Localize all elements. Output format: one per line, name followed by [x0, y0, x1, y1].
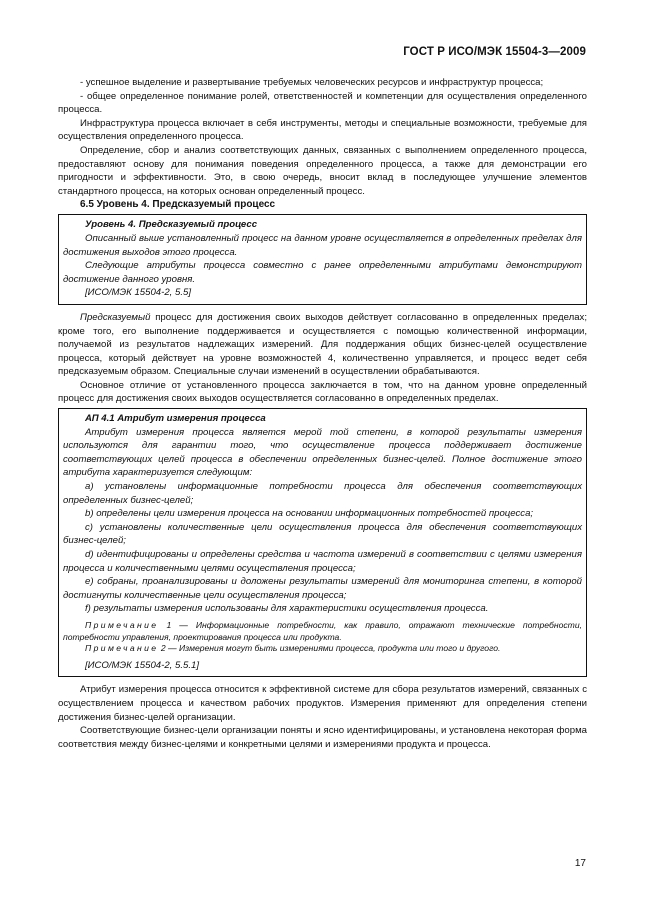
middle-paragraph-2: Основное отличие от установленного процесса заключается в том, что на данном уровне определенный процесс для достижения своих выходов осуществляется согласованно в определенных пределах. — [58, 379, 587, 405]
level-definition-box — [58, 214, 587, 305]
attribute-box — [58, 408, 587, 677]
box1-reference: [ИСО/МЭК 15504-2, 5.5] — [85, 287, 191, 299]
box2-reference: [ИСО/МЭК 15504-2, 5.5.1] — [85, 659, 199, 671]
term-predictable: Предсказуемый — [80, 311, 151, 323]
box1-paragraph-2: Следующие атрибуты процесса совместно с ранее определенными атрибутами демонстрируют достижение данного уровня. — [63, 260, 582, 285]
box2-item-f: f) результаты измерения использованы для характеристики осуществления процесса. — [85, 603, 489, 615]
section-title: 6.5 Уровень 4. Предсказуемый процесс — [80, 199, 276, 211]
box2-intro: Атрибут измерения процесса является мерой той степени, в которой результаты измерения используются для гарантии того, что осуществление процесса поддерживает достижение соответствующих целей процесса в обеспечении определенных бизнес-целей. Полное достижение этого атрибута характеризуется следующим: — [63, 426, 582, 479]
box2-item-d: d) идентифицированы и определены средства и частота измерений в соответствии с целями измерения процесса и количественными целями осуществления процесса; — [63, 549, 582, 574]
note-2-text: 2 — Измерения могут быть измерениями процесса, продукта или того и другого. — [158, 643, 501, 654]
page-number: 17 — [574, 858, 586, 869]
middle-paragraph-1-text: процесс для достижения своих выходов действует согласованно в определенных пределах; кроме того, его выполнение поддерживается и осуществляется с помощью количественной информации, получаемой из результатов надлежащих измерений. Для поддержания общих бизнес-целей осуществление процесса, который действует на уровне возможностей 4, количественно управляется, и процесс ведет себя предсказуемым образом. Специальные случаи изменений в осуществлении обрабатываются. — [58, 311, 587, 378]
intro-paragraph-2: Определение, сбор и анализ соответствующих данных, связанных с выполнением определенного процесса, предоставляют основу для понимания поведения определенного процесса, а также для демонстрации его пригодности и эффективности. Это, в свою очередь, вносит вклад в последующее улучшение элементов стандартного процесса, на которых основан определенный процесс. — [58, 144, 587, 197]
box2-note-2 — [63, 643, 582, 655]
box1-title: Уровень 4. Предсказуемый процесс — [85, 219, 258, 231]
closing-paragraph-2: Соответствующие бизнес-цели организации поняты и ясно идентифицированы, и установлена некоторая форма соответствия между бизнес-целями и конкретными целями и измерениями продукта и процесса. — [58, 725, 587, 750]
note-1-text: 1 — Информационные потребности, как правило, отражают технические потребности, потребности управления, проектирования процесса или продукта. — [63, 619, 582, 642]
box2-item-b: b) определены цели измерения процесса на основании информационных потребностей процесса; — [85, 508, 534, 520]
document-body — [58, 76, 587, 751]
intro-bullet-1: - успешное выделение и развертывание требуемых человеческих ресурсов и инфраструктур процесса; — [80, 77, 544, 88]
note-label: Примечание — [85, 643, 159, 654]
closing-paragraph-1: Атрибут измерения процесса относится к эффективной системе для сбора результатов измерений, связанных с осуществлением процесса и качеством рабочих продуктов. Измерения применяют для определения степени достижения бизнес-целей организации. — [58, 684, 587, 723]
intro-bullet-2: - общее определенное понимание ролей, ответственностей и компетенции для осуществления определенного процесса. — [58, 90, 587, 116]
box2-title: АП 4.1 Атрибут измерения процесса — [85, 413, 266, 425]
middle-paragraph-1 — [58, 311, 587, 379]
document-header: ГОСТ Р ИСО/МЭК 15504-3—2009 — [403, 46, 586, 58]
note-label: Примечание — [85, 619, 159, 630]
box2-item-a: a) установлены информационные потребности процесса для обеспечения соответствующих определенных бизнес-целей; — [63, 481, 582, 506]
box2-note-1 — [63, 620, 582, 643]
intro-paragraph-1: Инфраструктура процесса включает в себя инструменты, методы и специальные возможности, требуемые для осуществления определенного процесса. — [58, 117, 587, 143]
box2-item-c: c) установлены количественные цели осуществления процесса для обеспечения соответствующих бизнес-целей; — [63, 521, 582, 547]
box1-paragraph-1: Описанный выше установленный процесс на данном уровне осуществляется в определенных пределах для достижения выходов этого процесса. — [63, 232, 582, 258]
box2-item-e: e) собраны, проанализированы и доложены результаты измерений для мониторинга степени, в которой достигнуты количественные цели осуществления процесса; — [63, 576, 582, 601]
